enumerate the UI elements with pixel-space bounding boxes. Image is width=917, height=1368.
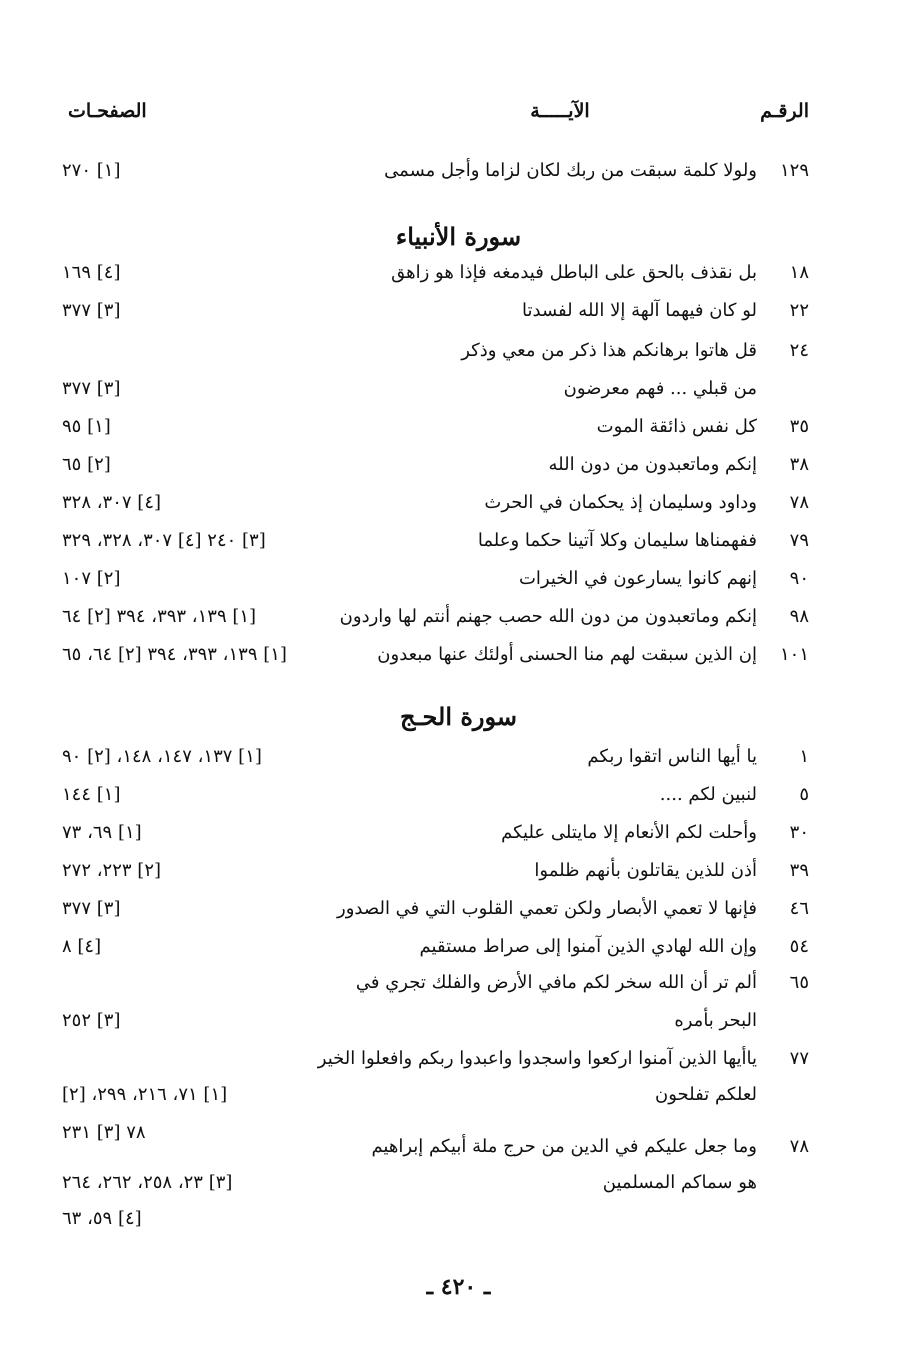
index-entry <box>0 378 917 412</box>
entry-number: ٥ <box>799 784 809 805</box>
header-number-label: الرقـم <box>760 100 809 122</box>
entry-verse: ياأيها الذين آمنوا اركعوا واسجدوا واعبدوا ربكم وافعلوا الخير <box>317 1048 757 1069</box>
entry-pages: [٢] ٦٥ <box>62 454 111 475</box>
header-pages-label: الصفحـات <box>68 100 147 122</box>
index-entry <box>0 606 917 640</box>
entry-verse: وأحلت لكم الأنعام إلا مايتلى عليكم <box>501 822 757 843</box>
entry-pages: [١] ٦٩، ٧٣ <box>62 822 142 843</box>
entry-verse: البحر بأمره <box>674 1010 757 1031</box>
page-number: ـ ٤٢٠ ـ <box>426 1274 491 1300</box>
index-entry <box>0 784 917 818</box>
surah-title-anbiya: سورة الأنبياء <box>395 222 522 251</box>
entry-number: ٧٨ <box>789 1136 809 1157</box>
index-entry <box>0 340 917 374</box>
index-entry <box>0 1208 917 1242</box>
entry-pages: [٣] ٢٣، ٢٥٨، ٢٦٢، ٢٦٤ <box>62 1172 233 1193</box>
index-entry <box>0 972 917 1006</box>
entry-pages: [٣] ٣٧٧ <box>62 300 121 321</box>
entry-number: ٣٥ <box>789 416 809 437</box>
entry-verse: لو كان فيهما آلهة إلا الله لفسدتا <box>522 300 757 321</box>
entry-number: ٥٤ <box>789 936 809 957</box>
entry-pages: [١] ١٣٩، ٣٩٣، ٣٩٤ [٢] ٦٤ <box>62 606 257 627</box>
entry-verse: قل هاتوا برهانكم هذا ذكر من معي وذكر <box>461 340 757 361</box>
entry-number: ٧٩ <box>789 530 809 551</box>
entry-verse: إنكم وماتعبدون من دون الله حصب جهنم أنتم لها واردون <box>339 606 757 627</box>
index-entry <box>0 160 917 194</box>
entry-pages: [٣] ٢٥٢ <box>62 1010 121 1031</box>
entry-verse: إنكم وماتعبدون من دون الله <box>548 454 757 475</box>
entry-number: ١٢٩ <box>779 160 809 181</box>
entry-verse: ولولا كلمة سبقت من ربك لكان لزاما وأجل مسمى <box>384 160 757 181</box>
entry-verse: إن الذين سبقت لهم منا الحسنى أولئك عنها مبعدون <box>377 644 757 665</box>
entry-number: ١ <box>799 746 809 767</box>
entry-verse: لنبين لكم .... <box>659 784 757 805</box>
entry-pages: [١] ١٣٧، ١٤٧، ١٤٨، [٢] ٩٠ <box>62 746 262 767</box>
entry-pages: [٣] ٣٧٧ <box>62 378 121 399</box>
entry-pages: [٣] ٣٧٧ <box>62 898 121 919</box>
entry-number: ٣٠ <box>789 822 809 843</box>
entry-pages: [٣] ٢٤٠ [٤] ٣٠٧، ٣٢٨، ٣٢٩ <box>62 530 266 551</box>
index-entry <box>0 530 917 564</box>
entry-verse: إنهم كانوا يسارعون في الخيرات <box>518 568 757 589</box>
entry-number: ٧٨ <box>789 492 809 513</box>
entry-number: ٣٩ <box>789 860 809 881</box>
entry-number: ٩٨ <box>789 606 809 627</box>
index-entry <box>0 416 917 450</box>
entry-verse: ألم تر أن الله سخر لكم مافي الأرض والفلك تجري في <box>355 972 757 993</box>
index-entry <box>0 1084 917 1118</box>
entry-pages: ٧٨ [٣] ٢٣١ <box>62 1122 146 1143</box>
entry-verse: لعلكم تفلحون <box>655 1084 757 1105</box>
entry-verse: بل نقذف بالحق على الباطل فيدمغه فإذا هو زاهق <box>391 262 757 283</box>
index-entry <box>0 746 917 780</box>
entry-verse: من قبلي ... فهم معرضون <box>563 378 757 399</box>
entry-verse: وداود وسليمان إذ يحكمان في الحرث <box>484 492 757 513</box>
entry-verse: وإن الله لهادي الذين آمنوا إلى صراط مستقيم <box>419 936 757 957</box>
index-entry <box>0 1136 917 1170</box>
entry-number: ٧٧ <box>789 1048 809 1069</box>
entry-pages: [٤] ١٦٩ <box>62 262 121 283</box>
entry-verse: أذن للذين يقاتلون بأنهم ظلموا <box>534 860 757 881</box>
entry-pages: [١] ٢٧٠ <box>62 160 121 181</box>
index-entry <box>0 568 917 602</box>
index-entry <box>0 1172 917 1206</box>
entry-verse: ففهمناها سليمان وكلا آتينا حكما وعلما <box>477 530 757 551</box>
entry-pages: [١] ٧١، ٢١٦، ٢٩٩، [٢] <box>62 1084 228 1105</box>
index-entry <box>0 300 917 334</box>
entry-pages: [٤] ٣٠٧، ٣٢٨ <box>62 492 162 513</box>
entry-pages: [١] ١٤٤ <box>62 784 121 805</box>
surah-title-hajj: سورة الحـج <box>399 702 518 731</box>
entry-number: ٢٤ <box>789 340 809 361</box>
header-verse-label: الآيـــــة <box>530 100 590 122</box>
index-entry <box>0 822 917 856</box>
entry-verse: وما جعل عليكم في الدين من حرج ملة أبيكم إبراهيم <box>371 1136 757 1157</box>
index-entry <box>0 898 917 932</box>
entry-number: ٤٦ <box>789 898 809 919</box>
entry-number: ٣٨ <box>789 454 809 475</box>
entry-number: ٢٢ <box>789 300 809 321</box>
entry-number: ١٠١ <box>779 644 809 665</box>
entry-pages: [٢] ٢٢٣، ٢٧٢ <box>62 860 162 881</box>
entry-verse: كل نفس ذائقة الموت <box>596 416 757 437</box>
entry-verse: يا أيها الناس اتقوا ربكم <box>587 746 757 767</box>
index-entry <box>0 454 917 488</box>
index-entry <box>0 262 917 296</box>
index-entry <box>0 1048 917 1082</box>
entry-verse: فإنها لا تعمي الأبصار ولكن تعمي القلوب التي في الصدور <box>337 898 757 919</box>
entry-verse: هو سماكم المسلمين <box>602 1172 757 1193</box>
index-entry <box>0 1010 917 1044</box>
entry-number: ٩٠ <box>789 568 809 589</box>
entry-pages: [٢] ١٠٧ <box>62 568 121 589</box>
index-entry <box>0 492 917 526</box>
index-entry <box>0 860 917 894</box>
entry-number: ٦٥ <box>789 972 809 993</box>
index-entry <box>0 644 917 678</box>
index-entry <box>0 936 917 970</box>
entry-pages: [٤] ٥٩، ٦٣ <box>62 1208 142 1229</box>
entry-pages: [١] ٩٥ <box>62 416 111 437</box>
entry-pages: [٤] ٨ <box>62 936 102 957</box>
entry-number: ١٨ <box>789 262 809 283</box>
entry-pages: [١] ١٣٩، ٣٩٣، ٣٩٤ [٢] ٦٤، ٦٥ <box>62 644 287 665</box>
